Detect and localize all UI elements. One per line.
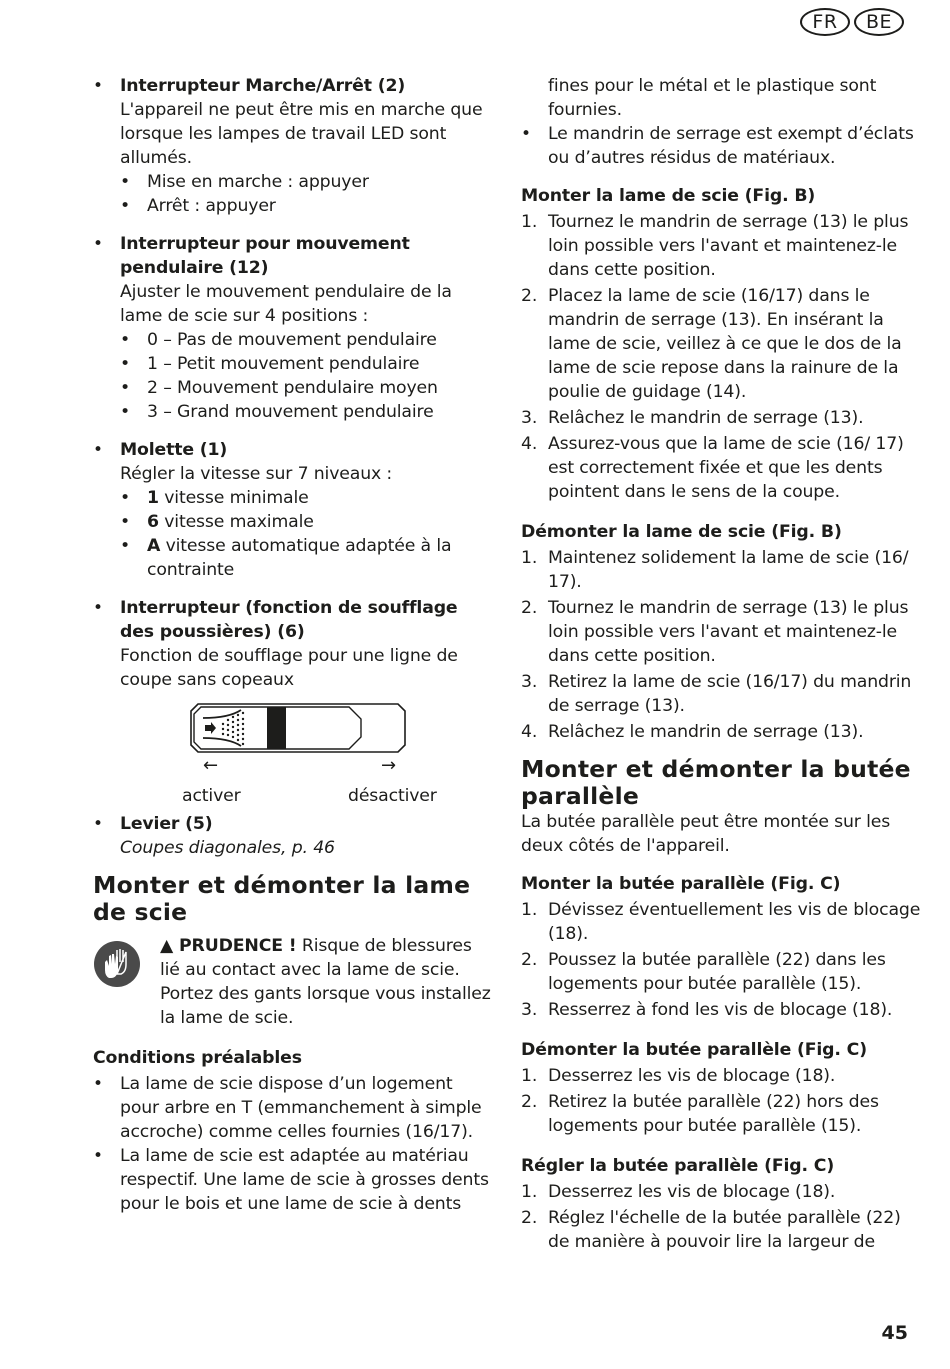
bullet: • [93, 814, 103, 834]
sub-list-item: • A vitesse automatique adaptée à la contrainte [120, 536, 452, 580]
control-description: Ajuster le mouvement pendulaire de la lame de scie sur 4 positions : [120, 282, 452, 326]
subsection-heading: Démonter la lame de scie (Fig. B) [521, 522, 842, 542]
page-number: 45 [881, 1322, 908, 1344]
caution-label: ▲ PRUDENCE ! [160, 936, 297, 956]
control-title: Molette (1) [120, 440, 228, 460]
list-item: • Le mandrin de serrage est exempt d’éclats ou d’autres résidus de matériaux. [521, 124, 914, 168]
subsection-heading: Monter la butée parallèle (Fig. C) [521, 874, 841, 894]
sub-list-item: • Arrêt : appuyer [120, 196, 276, 216]
bullet: • [93, 440, 103, 460]
subsection-heading: Démonter la butée parallèle (Fig. C) [521, 1040, 867, 1060]
sub-list-item: • 2 – Mouvement pendulaire moyen [120, 378, 438, 398]
left-column [93, 74, 493, 1216]
step-item: 4. Assurez-vous que la lame de scie (16/ 17) est correctement fixée et que les dents pointent dans le sens de la coupe. [521, 434, 904, 502]
control-item-speed-wheel [93, 438, 493, 582]
step-item: 3. Retirez la lame de scie (16/17) du mandrin de serrage (13). [521, 672, 912, 716]
step-item: 1. Maintenez solidement la lame de scie (16/ 17). [521, 548, 909, 592]
cross-reference: Coupes diagonales, p. 46 [120, 838, 335, 858]
language-badge-fr: FR [800, 8, 850, 36]
list-item-continuation: fines pour le métal et le plastique sont fournies. [548, 76, 877, 120]
control-title: Interrupteur Marche/Arrêt (2) [120, 76, 406, 96]
subsection-heading: Conditions préalables [93, 1048, 302, 1068]
sub-list-item: • 1 vitesse minimale [120, 488, 309, 508]
bullet: • [93, 598, 103, 618]
sub-list-item: • 3 – Grand mouvement pendulaire [120, 402, 434, 422]
step-item: 4. Relâchez le mandrin de serrage (13). [521, 722, 864, 742]
section-heading: Monter et démonter la lame de scie [93, 871, 471, 926]
warning-triangle-icon: ▲ [160, 936, 174, 956]
label-deactivate: désactiver [348, 786, 437, 806]
dust-blower-switch-icon [189, 702, 407, 754]
step-item: 1. Tournez le mandrin de serrage (13) le plus loin possible vers l'avant et maintenez-le dans cette position. [521, 212, 909, 280]
right-column [521, 74, 921, 1256]
step-item: 2. Retirez la butée parallèle (22) hors des logements pour butée parallèle (15). [521, 1092, 879, 1136]
step-item: 1. Desserrez les vis de blocage (18). [521, 1182, 836, 1202]
step-item: 1. Dévissez éventuellement les vis de blocage (18). [521, 900, 921, 944]
section-intro: La butée parallèle peut être montée sur les deux côtés de l'appareil. [521, 812, 891, 856]
control-item-onoff [93, 74, 493, 218]
list-item: • La lame de scie est adaptée au matériau respectif. Une lame de scie à grosses dents pour le bois et une lame de scie à dents [93, 1146, 489, 1214]
control-description: Fonction de soufflage pour une ligne de coupe sans copeaux [120, 646, 458, 690]
gloves-icon [93, 940, 141, 988]
sub-list-item: • 0 – Pas de mouvement pendulaire [120, 330, 437, 350]
section-heading: Monter et démonter la butée parallèle [521, 755, 911, 810]
arrow-right-icon: → [381, 755, 396, 776]
bullet: • [93, 234, 103, 254]
step-item: 2. Placez la lame de scie (16/17) dans le mandrin de serrage (13). En insérant la lame de scie, veillez à ce que le dos de la lame de scie repose dans la rainure de la poulie de guidage (14). [521, 286, 902, 402]
control-description: Régler la vitesse sur 7 niveaux : [120, 464, 393, 484]
control-item-dust-blower [93, 596, 493, 692]
list-item: • La lame de scie dispose d’un logement pour arbre en T (emmanchement à simple accroche) comme celles fournies (16/17). [93, 1074, 482, 1142]
control-description: L'appareil ne peut être mis en marche que lorsque les lampes de travail LED sont allumés. [120, 100, 483, 168]
label-activate: activer [182, 786, 241, 806]
caution-notice [93, 934, 493, 1030]
control-item-pendulum [93, 232, 493, 424]
sub-list-item: • 6 vitesse maximale [120, 512, 314, 532]
control-title: Levier (5) [120, 814, 213, 834]
language-badge-be: BE [854, 8, 904, 36]
sub-list-item: • 1 – Petit mouvement pendulaire [120, 354, 420, 374]
step-item: 2. Réglez l'échelle de la butée parallèle (22) de manière à pouvoir lire la largeur de [521, 1208, 901, 1252]
step-item: 2. Poussez la butée parallèle (22) dans les logements pour butée parallèle (15). [521, 950, 886, 994]
bullet: • [93, 76, 103, 96]
control-title: Interrupteur pour mouvement pendulaire (12) [120, 234, 410, 278]
step-item: 3. Relâchez le mandrin de serrage (13). [521, 408, 864, 428]
control-item-lever [93, 812, 493, 860]
control-title: Interrupteur (fonction de soufflage des poussières) (6) [120, 598, 458, 642]
step-item: 2. Tournez le mandrin de serrage (13) le plus loin possible vers l'avant et maintenez-le dans cette position. [521, 598, 909, 666]
language-badges [800, 8, 904, 36]
step-item: 1. Desserrez les vis de blocage (18). [521, 1066, 836, 1086]
subsection-heading: Régler la butée parallèle (Fig. C) [521, 1156, 835, 1176]
caution-text: Risque de blessures lié au contact avec la lame de scie. Portez des gants lorsque vous installez la lame de scie. [160, 936, 491, 1028]
sub-list-item: • Mise en marche : appuyer [120, 172, 369, 192]
subsection-heading: Monter la lame de scie (Fig. B) [521, 186, 816, 206]
step-item: 3. Resserrez à fond les vis de blocage (18). [521, 1000, 893, 1020]
dust-blower-switch-figure [163, 702, 437, 812]
arrow-left-icon: ← [203, 755, 218, 776]
